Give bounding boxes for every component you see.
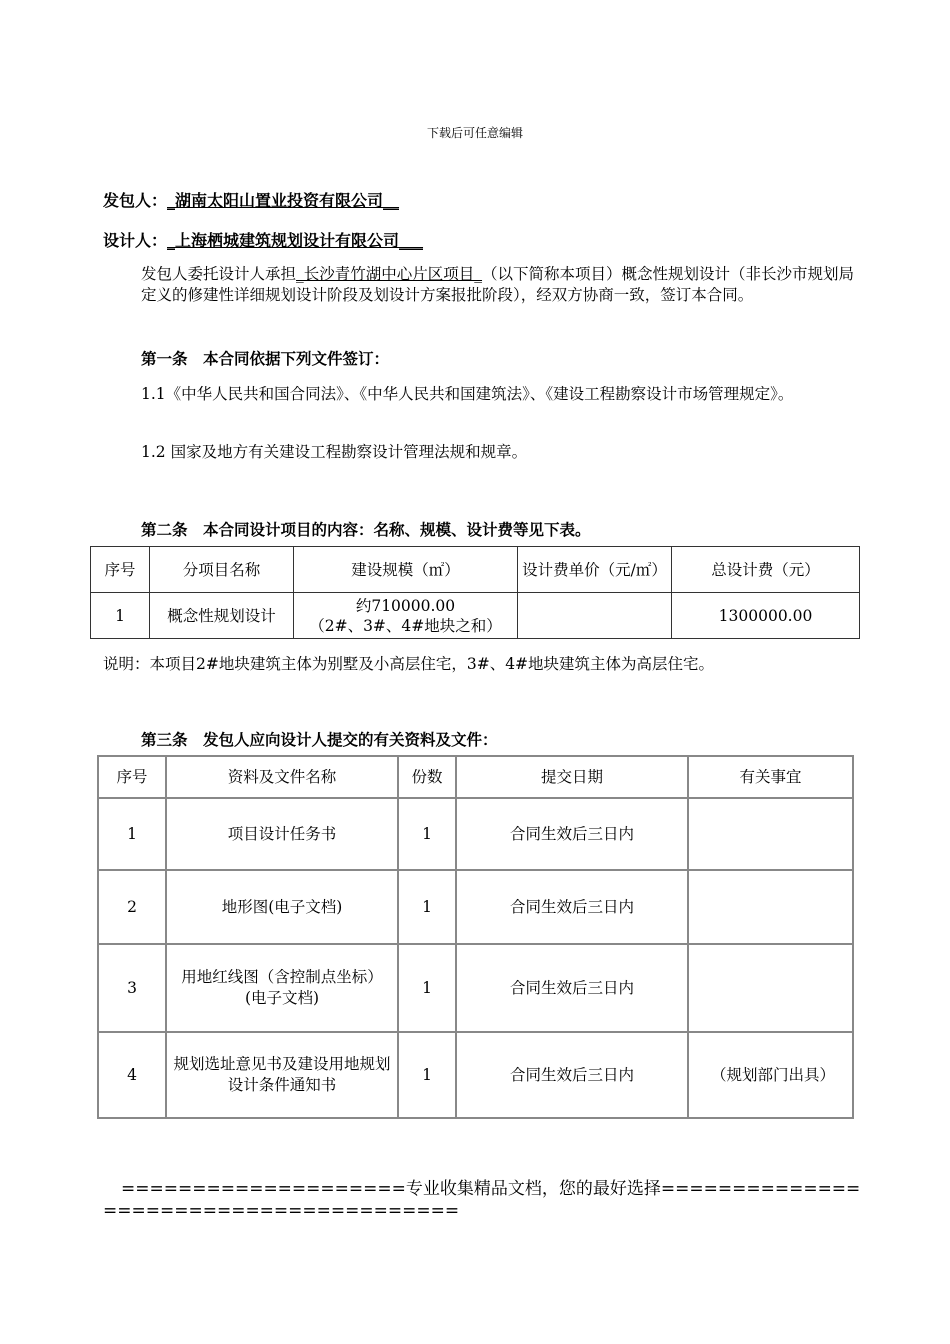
table-row bbox=[98, 1032, 853, 1118]
row-name: 概念性规划设计 bbox=[150, 593, 294, 639]
row-copies: 1 bbox=[398, 1032, 456, 1118]
design-items-table bbox=[90, 546, 860, 639]
header-cell: 总设计费（元） bbox=[672, 547, 860, 593]
row-copies: 1 bbox=[398, 870, 456, 944]
header-note: 下载后可任意编辑 bbox=[426, 126, 523, 140]
intro-project: _长沙青竹湖中心片区项目_ bbox=[296, 265, 483, 283]
row-date: 合同生效后三日内 bbox=[456, 1032, 688, 1118]
row-remark: （规划部门出具） bbox=[688, 1032, 853, 1118]
designer-line bbox=[103, 228, 423, 251]
row-date: 合同生效后三日内 bbox=[456, 870, 688, 944]
row-no: 3 bbox=[98, 944, 166, 1032]
documents-table bbox=[97, 755, 854, 1119]
designer-label: 设计人： bbox=[103, 231, 168, 250]
client-name: _湖南太阳山置业投资有限公司__ bbox=[167, 191, 400, 210]
row-name: 项目设计任务书 bbox=[166, 798, 398, 870]
row-remark bbox=[688, 870, 853, 944]
row-scale bbox=[294, 593, 518, 639]
row-no: 2 bbox=[98, 870, 166, 944]
row-name: 地形图(电子文档) bbox=[166, 870, 398, 944]
intro-before: 发包人委托设计人承担 bbox=[141, 265, 297, 283]
row-remark bbox=[688, 798, 853, 870]
header-cell: 序号 bbox=[91, 547, 150, 593]
intro-after: （以下简称本项目）概念性规划设计（非长沙市规划局定义的修建性详细规划设计阶段及划设计方案报批阶段），经双方协商一致，签订本合同。 bbox=[141, 265, 855, 304]
header-cell: 资料及文件名称 bbox=[166, 756, 398, 798]
designer-name: _上海栖城建筑规划设计有限公司___ bbox=[167, 231, 424, 250]
row-copies: 1 bbox=[398, 944, 456, 1032]
article2-note: 说明：本项目2#地块建筑主体为别墅及小高层住宅，3#、4#地块建筑主体为高层住宅。 bbox=[103, 655, 715, 673]
article2-heading: 第二条 本合同设计项目的内容：名称、规模、设计费等见下表。 bbox=[141, 521, 591, 539]
intro-paragraph bbox=[141, 264, 861, 306]
header-cell: 分项目名称 bbox=[150, 547, 294, 593]
row-copies: 1 bbox=[398, 798, 456, 870]
header-cell: 份数 bbox=[398, 756, 456, 798]
client-label: 发包人： bbox=[103, 191, 168, 210]
table-row bbox=[98, 798, 853, 870]
header-cell: 建设规模（㎡） bbox=[294, 547, 518, 593]
article1-item2: 1.2 国家及地方有关建设工程勘察设计管理法规和规章。 bbox=[141, 443, 528, 461]
article1-heading: 第一条 本合同依据下列文件签订： bbox=[141, 350, 390, 368]
row-date: 合同生效后三日内 bbox=[456, 798, 688, 870]
footer-banner: ====================专业收集精品文档，您的最好选择======================================= bbox=[103, 1179, 861, 1221]
row-name: 规划选址意见书及建设用地规划设计条件通知书 bbox=[166, 1032, 398, 1118]
table-row bbox=[98, 870, 853, 944]
row-name: 用地红线图（含控制点坐标）(电子文档) bbox=[166, 944, 398, 1032]
row-remark bbox=[688, 944, 853, 1032]
header-cell: 有关事宜 bbox=[688, 756, 853, 798]
table-header-row bbox=[98, 756, 853, 798]
row-no: 1 bbox=[91, 593, 150, 639]
article1-item1: 1.1《中华人民共和国合同法》、《中华人民共和国建筑法》、《建设工程勘察设计市场管理规定》。 bbox=[141, 385, 794, 403]
article3-heading: 第三条 发包人应向设计人提交的有关资料及文件： bbox=[141, 731, 498, 749]
row-scale-line1: 约710000.00 bbox=[355, 596, 456, 615]
row-unit-price bbox=[518, 593, 672, 639]
table-row bbox=[91, 593, 860, 639]
row-date: 合同生效后三日内 bbox=[456, 944, 688, 1032]
row-no: 4 bbox=[98, 1032, 166, 1118]
table-row bbox=[98, 944, 853, 1032]
row-total: 1300000.00 bbox=[672, 593, 860, 639]
header-cell: 序号 bbox=[98, 756, 166, 798]
client-line bbox=[103, 188, 399, 211]
header-cell: 提交日期 bbox=[456, 756, 688, 798]
row-no: 1 bbox=[98, 798, 166, 870]
row-scale-line2: （2#、3#、4#地块之和） bbox=[309, 616, 502, 635]
header-cell: 设计费单价（元/㎡） bbox=[518, 547, 672, 593]
table-header-row bbox=[91, 547, 860, 593]
